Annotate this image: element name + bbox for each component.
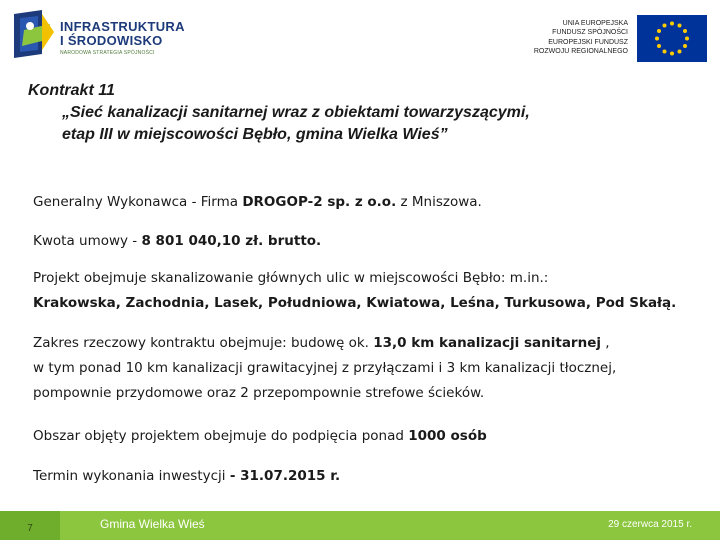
eu-star (655, 37, 659, 41)
contractor-prefix: Generalny Wykonawca - Firma (33, 194, 243, 210)
scope-paragraph (33, 331, 616, 406)
area-prefix: Obszar objęty projektem obejmuje do podpięcia ponad (33, 428, 409, 444)
logo-subtitle: NARODOWA STRATEGIA SPÓJNOŚCI (60, 50, 155, 56)
eu-line: UNIA EUROPEJSKA (562, 20, 628, 27)
amount-paragraph (33, 229, 321, 254)
area-value: 1000 osób (408, 428, 487, 444)
eu-flag-icon (637, 15, 707, 62)
title-line-3: etap III w miejscowości Bębło, gmina Wielka Wieś” (62, 126, 448, 143)
logo-line-2: I ŚRODOWISKO (60, 33, 163, 48)
scope-prefix: Zakres rzeczowy kontraktu obejmuje: budowę ok. (33, 335, 374, 351)
deadline-prefix: Termin wykonania inwestycji (33, 468, 230, 484)
infrastruktura-logo (12, 10, 185, 62)
page-number-box (0, 511, 60, 540)
logo-line-1: INFRASTRUKTURA (60, 19, 185, 34)
eu-star (670, 52, 674, 56)
logo-flag-icon (12, 10, 56, 58)
eu-line: ROZWOJU REGIONALNEGO (533, 48, 628, 56)
title-line-2: „Sieć kanalizacji sanitarnej wraz z obiektami towarzyszącymi, (62, 104, 530, 121)
scope-line-3: pompownie przydomowe oraz 2 przepompownie strefowe ścieków. (33, 385, 485, 401)
contract-title (28, 80, 530, 146)
amount-value: 8 801 040,10 zł. brutto. (141, 233, 322, 249)
contractor-suffix: z Mniszowa. (396, 194, 482, 210)
eu-star (678, 49, 682, 53)
area-paragraph (33, 424, 487, 449)
contractor-paragraph (33, 190, 482, 215)
footer-date: 29 czerwca 2015 r. (608, 519, 692, 530)
deadline-paragraph (33, 464, 340, 489)
amount-prefix: Kwota umowy - (33, 233, 142, 249)
eu-star (685, 37, 689, 41)
scope-line-2: w tym ponad 10 km kanalizacji grawitacyjnej z przyłączami i 3 km kanalizacji tłocznej, (33, 360, 617, 376)
scope-highlight: 13,0 km kanalizacji sanitarnej (373, 335, 601, 351)
footer-bar (0, 511, 720, 540)
eu-line: FUNDUSZ SPÓJNOŚCI (552, 29, 628, 37)
eu-star (678, 24, 682, 28)
eu-star (683, 29, 687, 33)
eu-line: EUROPEJSKI FUNDUSZ (548, 38, 628, 46)
page-number: 7 (27, 523, 33, 534)
project-paragraph (33, 266, 676, 316)
eu-star (657, 29, 661, 33)
footer-municipality: Gmina Wielka Wieś (100, 517, 205, 531)
eu-fund-text (488, 19, 628, 57)
eu-star (670, 22, 674, 26)
eu-star (657, 44, 661, 48)
eu-star (683, 44, 687, 48)
eu-star (663, 49, 667, 53)
title-line-1: Kontrakt 11 (28, 82, 115, 99)
deadline-value: - 31.07.2015 r. (229, 468, 341, 484)
contractor-name: DROGOP-2 sp. z o.o. (242, 194, 397, 210)
project-intro: Projekt obejmuje skanalizowanie głównych ulic w miejscowości Bębło: m.in.: (33, 270, 549, 286)
eu-star (663, 24, 667, 28)
scope-suffix: , (600, 335, 610, 351)
project-streets: Krakowska, Zachodnia, Lasek, Południowa, Kwiatowa, Leśna, Turkusowa, Pod Skałą. (33, 295, 677, 311)
